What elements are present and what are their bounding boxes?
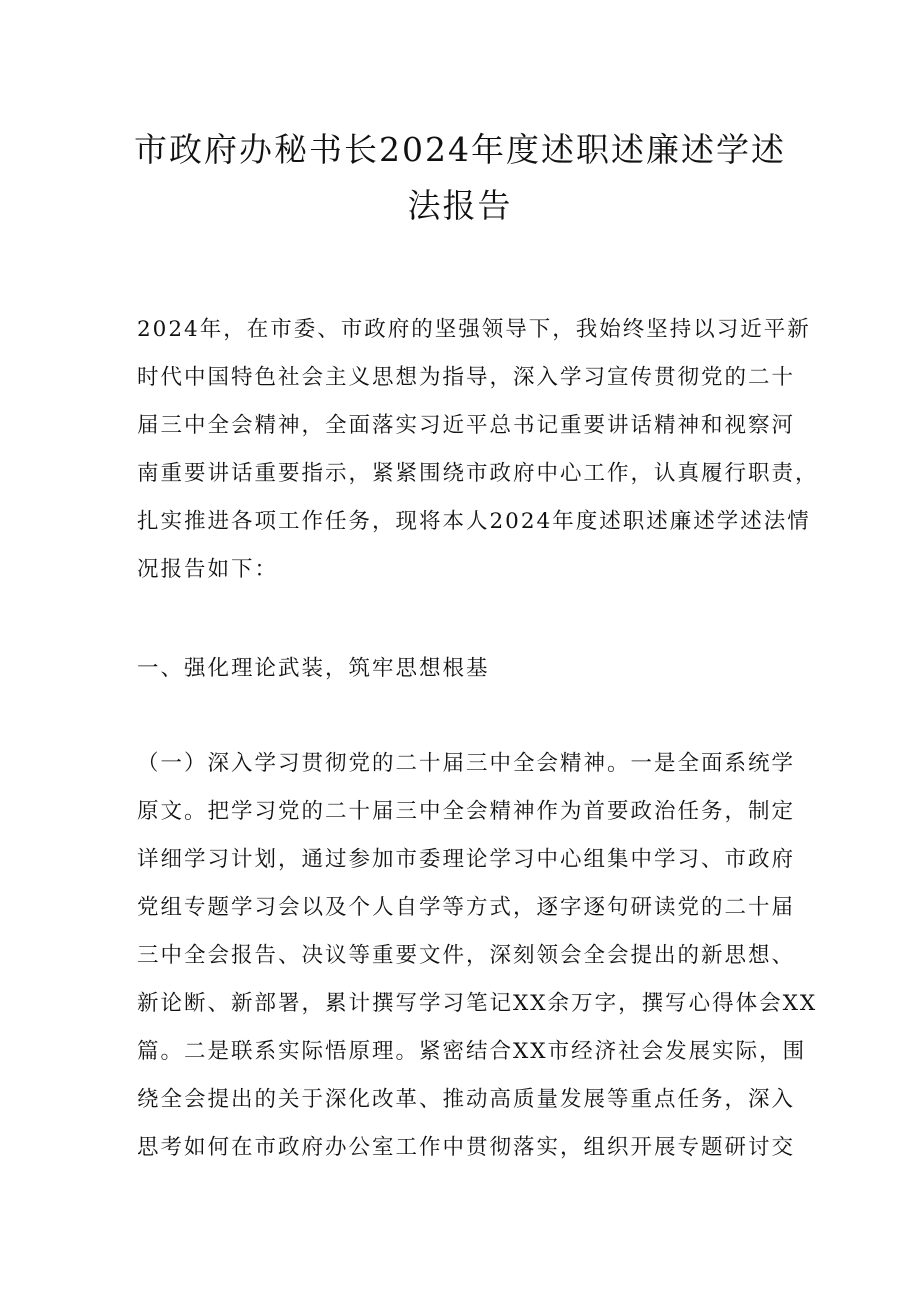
text-line: 党组专题学习会以及个人自学等方式，逐字逐句研读党的二十届	[137, 895, 796, 920]
intro-paragraph	[137, 306, 819, 594]
title-line: 法报告	[407, 186, 513, 225]
text-line: 原文。把学习党的二十届三中全会精神作为首要政治任务，制定	[137, 799, 796, 824]
text-line: 详细学习计划，通过参加市委理论学习中心组集中学习、市政府	[137, 847, 796, 872]
text-line: 扎实推进各项工作任务，现将本人2024年度述职述廉述学述法情	[137, 509, 811, 534]
text-line: 时代中国特色社会主义思想为指导，深入学习宣传贯彻党的二十	[137, 365, 796, 390]
text-line: 篇。二是联系实际悟原理。紧密结合XX市经济社会发展实际，围	[137, 1039, 807, 1064]
section1-paragraph	[137, 740, 818, 1172]
section-heading-text: 一、强化理论武装，筑牢思想根基	[137, 656, 490, 681]
text-line: 思考如何在市政府办公室工作中贯彻落实，组织开展专题研讨交	[137, 1135, 796, 1160]
text-line: 况报告如下：	[137, 557, 279, 582]
text-line: （一）深入学习贯彻党的二十届三中全会精神。一是全面系统学	[137, 751, 796, 776]
text-line: 届三中全会精神，全面落实习近平总书记重要讲话精神和视察河	[137, 413, 796, 438]
section-heading	[137, 645, 797, 693]
text-line: 2024年，在市委、市政府的坚强领导下，我始终坚持以习近平新	[137, 317, 811, 342]
text-line: 新论断、新部署，累计撰写学习笔记XX余万字，撰写心得体会XX	[137, 991, 818, 1016]
title-line: 市政府办秘书长2024年度述职述廉述学述	[134, 130, 786, 169]
text-line: 三中全会报告、决议等重要文件，深刻领会全会提出的新思想、	[137, 943, 796, 968]
text-line: 绕全会提出的关于深化改革、推动高质量发展等重点任务，深入	[137, 1087, 796, 1112]
document-title	[100, 122, 820, 234]
text-line: 南重要讲话重要指示，紧紧围绕市政府中心工作，认真履行职责，	[137, 461, 819, 486]
